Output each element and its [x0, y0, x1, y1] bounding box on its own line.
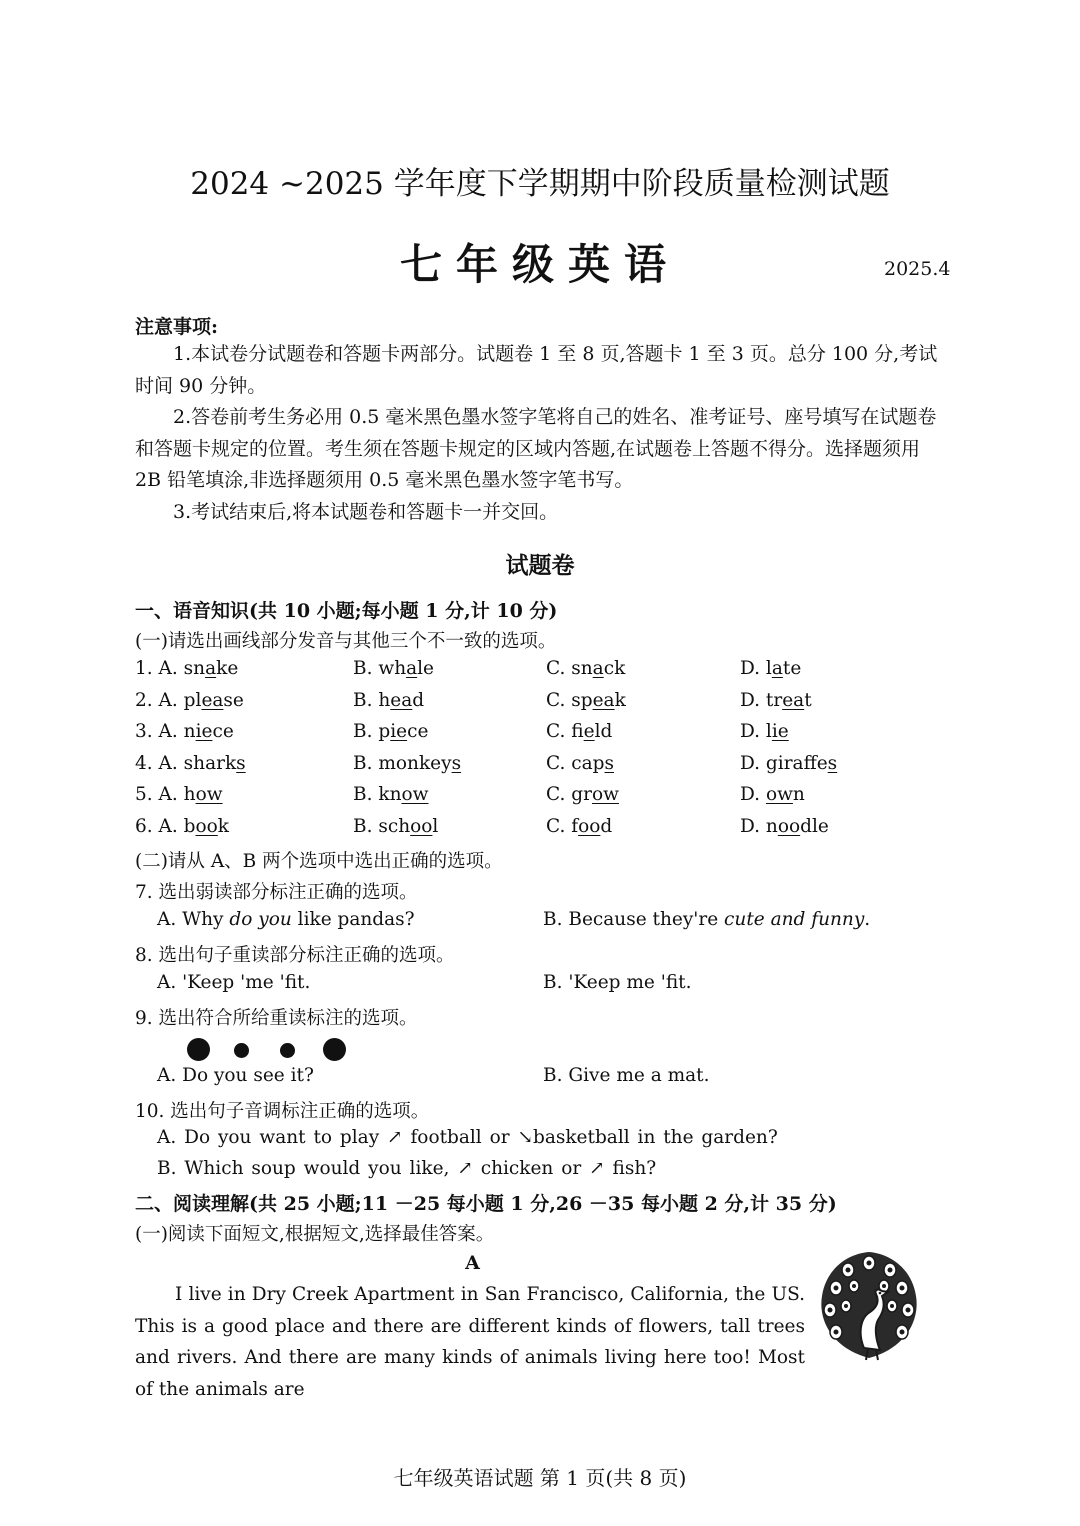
- word-pre: h: [183, 784, 196, 805]
- word-pre: B. h: [353, 690, 391, 711]
- word-u: ea: [390, 690, 413, 711]
- word-post: d: [600, 816, 613, 837]
- word-pre: pl: [183, 690, 202, 711]
- word-u: ie: [390, 721, 408, 742]
- q1-option-b: [353, 658, 434, 679]
- word-post: ce: [407, 721, 429, 742]
- q6-option-b: [353, 816, 438, 837]
- q4-option-b: [353, 753, 461, 774]
- q8-stem: 8. 选出句子重读部分标注正确的选项。: [135, 945, 455, 966]
- q8-option-a: A. 'Keep 'me 'fit.: [157, 972, 311, 993]
- word-u: a: [592, 658, 604, 679]
- q6-option-c: [546, 816, 612, 837]
- q2-option-c: [546, 690, 626, 711]
- word-u: s: [604, 753, 614, 774]
- word-u: oo: [195, 816, 218, 837]
- word-post: k: [614, 690, 626, 711]
- q7-option-a: [157, 909, 415, 930]
- q5-option-b: [353, 784, 428, 805]
- q3-option-a: [135, 721, 234, 742]
- q10-b-part1: B. Which soup would you like,: [157, 1158, 450, 1179]
- word-u: ea: [201, 690, 224, 711]
- q7-a-post: like pandas?: [291, 909, 415, 930]
- q2-option-a: [135, 690, 244, 711]
- word-u: a: [205, 658, 217, 679]
- question-number: 3. A.: [135, 721, 178, 742]
- subject-title: 七年级英语: [399, 240, 680, 289]
- word-pre: D. tr: [740, 690, 783, 711]
- word-u: ie: [583, 721, 595, 742]
- q3-option-d: [740, 721, 789, 742]
- q1-option-d: [740, 658, 801, 679]
- notes-heading: 注意事项:: [135, 316, 219, 338]
- section1-heading: 一、语音知识(共 10 小题;每小题 1 分,计 10 分): [135, 600, 558, 622]
- q10-option-b: [157, 1158, 656, 1179]
- word-u: ea: [592, 690, 615, 711]
- word-post: ck: [603, 658, 626, 679]
- word-u: ow: [591, 784, 619, 805]
- word-post: l: [432, 816, 439, 837]
- word-pre: C. f: [546, 721, 584, 742]
- q5-option-c: [546, 784, 619, 805]
- word-pre: C. f: [546, 816, 579, 837]
- question-number: 5. A.: [135, 784, 178, 805]
- word-u: ow: [765, 784, 793, 805]
- question-number: 2. A.: [135, 690, 178, 711]
- word-pre: B. monkey: [353, 753, 452, 774]
- stress-dot-strong-2: [323, 1038, 346, 1061]
- exam-title: 2024 ~2025 学年度下学期期中阶段质量检测试题: [190, 166, 890, 202]
- section2-heading: 二、阅读理解(共 25 小题;11 －25 每小题 1 分,26 －35 每小题 2 分,计 35 分): [135, 1193, 837, 1215]
- peacock-illustration: [814, 1248, 924, 1364]
- q9-option-b: B. Give me a mat.: [543, 1065, 710, 1086]
- stress-dot-strong-1: [187, 1038, 210, 1061]
- q8-option-b: B. 'Keep me 'fit.: [543, 972, 692, 993]
- word-post: dle: [800, 816, 829, 837]
- q4-option-a: [135, 753, 246, 774]
- word-pre: B. kn: [353, 784, 402, 805]
- word-pre: b: [183, 816, 196, 837]
- word-u: ie: [771, 721, 789, 742]
- q9-stem: 9. 选出符合所给重读标注的选项。: [135, 1008, 418, 1029]
- q7-option-b: [543, 909, 870, 930]
- q7-a-italic: do you: [229, 909, 292, 930]
- word-pre: D. l: [740, 721, 772, 742]
- q7-a-pre: A. Why: [157, 909, 230, 930]
- word-post: d: [412, 690, 425, 711]
- q3-option-c: [546, 721, 612, 742]
- q5-option-d: [740, 784, 805, 805]
- word-pre: C. cap: [546, 753, 605, 774]
- word-post: ld: [594, 721, 613, 742]
- stress-dot-weak-2: [280, 1043, 295, 1058]
- word-u: oo: [777, 816, 801, 837]
- word-pre: B. sch: [353, 816, 411, 837]
- q7-stem: 7. 选出弱读部分标注正确的选项。: [135, 882, 418, 903]
- word-u: oo: [578, 816, 601, 837]
- word-post: te: [782, 658, 802, 679]
- word-u: a: [406, 658, 418, 679]
- word-u: a: [771, 658, 783, 679]
- q4-option-c: [546, 753, 614, 774]
- word-pre: D.: [740, 784, 766, 805]
- paper-heading: 试题卷: [505, 552, 575, 579]
- part1-instruction: (一)请选出画线部分发音与其他三个不一致的选项。: [135, 631, 557, 652]
- part2-instruction: (二)请从 A、B 两个选项中选出正确的选项。: [135, 851, 503, 872]
- word-pre: n: [183, 721, 196, 742]
- word-pre: C. gr: [546, 784, 592, 805]
- q9-option-a: A. Do you see it?: [157, 1065, 314, 1086]
- stress-dot-weak-1: [234, 1043, 249, 1058]
- question-number: 4. A.: [135, 753, 178, 774]
- passage-text: I live in Dry Creek Apartment in San Francisco, California, the US. This is a good place and there are different kinds of flowers, tall trees and rivers. And there are many kinds of animals living here too! Most of the animals are: [135, 1284, 805, 1400]
- question-number: 6. A.: [135, 816, 178, 837]
- q3-option-b: [353, 721, 428, 742]
- q7-b-post: .: [864, 909, 871, 930]
- q2-option-b: [353, 690, 424, 711]
- word-pre: sn: [183, 658, 206, 679]
- word-post: se: [223, 690, 244, 711]
- exam-date: 2025.4: [884, 258, 951, 280]
- q5-option-a: [135, 784, 223, 805]
- note-item-3: 3.考试结束后,将本试题卷和答题卡一并交回。: [173, 501, 559, 523]
- q6-option-d: [740, 816, 829, 837]
- q7-b-pre: B. Because they're: [543, 909, 725, 930]
- word-post: t: [804, 690, 812, 711]
- page-footer: 七年级英语试题 第 1 页(共 8 页): [393, 1466, 687, 1490]
- section2-part1-instruction: (一)阅读下面短文,根据短文,选择最佳答案。: [135, 1224, 495, 1245]
- word-pre: D. n: [740, 816, 778, 837]
- q10-a-part2: football or: [410, 1127, 510, 1148]
- word-pre: C. sn: [546, 658, 593, 679]
- word-pre: D. giraffe: [740, 753, 828, 774]
- question-number: 1. A.: [135, 658, 178, 679]
- word-post: k: [217, 816, 230, 837]
- word-u: s: [236, 753, 246, 774]
- word-post: ke: [216, 658, 239, 679]
- word-u: ow: [195, 784, 223, 805]
- q6-option-a: [135, 816, 229, 837]
- q10-option-a: [157, 1127, 778, 1148]
- q10-a-part1: A. Do you want to play: [157, 1127, 380, 1148]
- q10-b-part2: chicken or: [480, 1158, 582, 1179]
- q2-option-d: [740, 690, 812, 711]
- rising-arrow-icon: ↗: [457, 1158, 473, 1179]
- word-post: n: [792, 784, 805, 805]
- falling-arrow-icon: ↘: [517, 1127, 533, 1148]
- q4-option-d: [740, 753, 837, 774]
- rising-arrow-icon: ↗: [387, 1127, 403, 1148]
- q1-option-c: [546, 658, 625, 679]
- word-pre: C. sp: [546, 690, 593, 711]
- word-pre: B. wh: [353, 658, 407, 679]
- word-u: ea: [782, 690, 805, 711]
- passage-title: A: [465, 1252, 480, 1274]
- word-u: ie: [195, 721, 213, 742]
- word-u: s: [451, 753, 462, 774]
- q10-b-part3: fish?: [612, 1158, 657, 1179]
- q1-option-a: [135, 658, 238, 679]
- word-u: ow: [401, 784, 429, 805]
- rising-arrow-icon: ↗: [589, 1158, 605, 1179]
- word-pre: B. p: [353, 721, 391, 742]
- word-pre: D. l: [740, 658, 772, 679]
- q7-b-italic: cute and funny: [724, 909, 865, 930]
- q10-a-part3: basketball in the garden?: [532, 1127, 778, 1148]
- q10-stem: 10. 选出句子音调标注正确的选项。: [135, 1101, 430, 1122]
- word-pre: shark: [183, 753, 237, 774]
- word-post: le: [417, 658, 435, 679]
- word-u: oo: [410, 816, 433, 837]
- note-item-1: 1.本试卷分试题卷和答题卡两部分。试题卷 1 至 8 页,答题卡 1 至 3 页。总分 100 分,考试时间 90 分钟。: [135, 343, 938, 397]
- note-item-2: 2.答卷前考生务必用 0.5 毫米黑色墨水签字笔将自己的姓名、准考证号、座号填写在试题卷和答题卡规定的位置。考生须在答题卡规定的区域内答题,在试题卷上答题不得分。选择题须用 2B 铅笔填涂,非选择题须用 0.5 毫米黑色墨水签字笔书写。: [135, 406, 937, 491]
- word-u: s: [827, 753, 838, 774]
- word-post: ce: [212, 721, 234, 742]
